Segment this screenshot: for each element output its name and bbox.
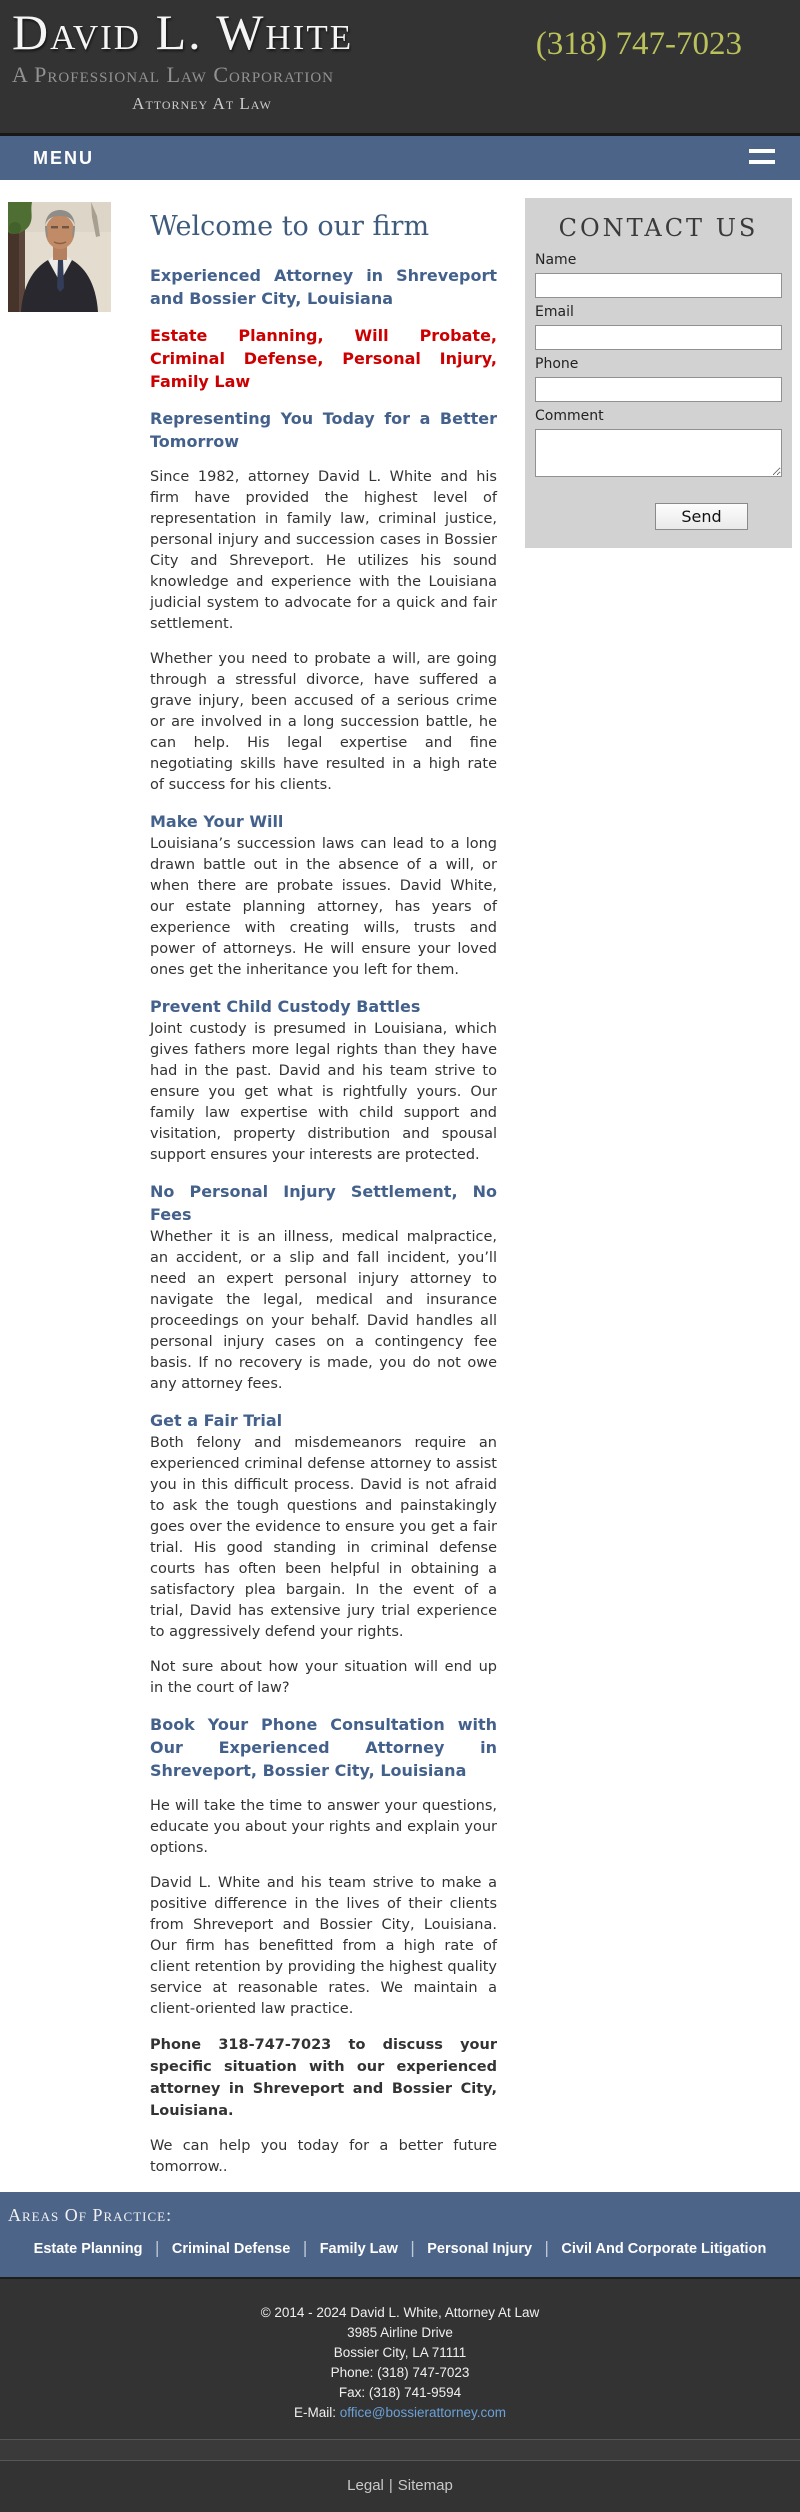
section-heading: Make Your Will <box>150 812 284 831</box>
practice-link-criminal-defense[interactable]: Criminal Defense <box>171 2241 291 2257</box>
section-heading: Get a Fair Trial <box>150 1411 283 1430</box>
section-heading: Representing You Today for a Better Tomorrow <box>150 409 497 451</box>
paragraph: Louisiana’s succession laws can lead to a long drawn battle out in the absence of a will, or when there are probate issues. David White, our estate planning attorney, has years of experience with creating wills, trusts and power of attorneys. He will ensure your loved ones get the inheritance you left for them. <box>150 836 497 978</box>
paragraph: David L. White and his team strive to make a positive difference in the lives of their clients from Shreveport and Bossier City, Louisiana. Our firm has benefitted from a high rate of client retention by providing the highest quality service at reasonable rates. We maintain a client-oriented law practice. <box>150 1875 497 2017</box>
paragraph: Joint custody is presumed in Louisiana, which gives fathers more legal rights than they have had in the past. David and his team strive to ensure you get what is rightfully yours. Our family law expertise with child support and visitation, property distribution and spousal support ensures your interests are protected. <box>150 1021 497 1163</box>
phone-label: Phone <box>535 356 579 372</box>
comment-label: Comment <box>535 408 604 424</box>
paragraph: We can help you today for a better future tomorrow.. <box>150 2138 497 2175</box>
name-field[interactable] <box>535 273 782 298</box>
contact-us-panel <box>525 198 792 548</box>
footer-phone-line: Phone: (318) 747-7023 <box>330 2365 470 2380</box>
menu-bar <box>0 133 800 180</box>
paragraph: Whether it is an illness, medical malpractice, an accident, or a slip and fall incident, you’ll need an expert personal injury attorney to navigate the legal, medical and insurance proceedings on your behalf. David handles all personal injury cases on a contingency fee basis. If no recovery is made, you do not owe any attorney fees. <box>150 1229 497 1392</box>
phone-field[interactable] <box>535 377 782 402</box>
paragraph: Whether you need to probate a will, are going through a stressful divorce, have suffered a grave injury, been accused of a serious crime or are involved in a long succession battle, he can help. His legal expertise and fine negotiating skills have resulted in a high rate of success for his clients. <box>150 651 497 793</box>
section-heading: Experienced Attorney in Shreveport and Bossier City, Louisiana <box>150 266 497 308</box>
article <box>150 180 497 2178</box>
attorney-photo <box>8 202 111 312</box>
footer-fax-line: Fax: (318) 741-9594 <box>338 2385 462 2400</box>
contact-form <box>535 252 782 481</box>
practice-link-personal-injury[interactable]: Personal Injury <box>427 2241 533 2257</box>
hamburger-icon[interactable] <box>749 149 775 171</box>
menu-button[interactable]: MENU <box>33 148 94 168</box>
contact-title: CONTACT US <box>558 214 759 242</box>
email-label: Email <box>535 304 574 320</box>
site-header <box>0 0 800 133</box>
site-subtitle: A Professional Law Corporation <box>12 62 335 87</box>
paragraph: He will take the time to answer your questions, educate you about your rights and explain your options. <box>150 1798 497 1856</box>
section-heading: No Personal Injury Settlement, No Fees <box>150 1182 497 1224</box>
separator: | <box>388 2477 393 2494</box>
practice-link-civil-and-corporate-litigation[interactable]: Civil And Corporate Litigation <box>561 2241 767 2257</box>
legal-row <box>0 2461 800 2494</box>
send-row <box>535 481 782 530</box>
paragraph: Both felony and misdemeanors require an experienced criminal defense attorney to assist you in this difficult process. David is not afraid to ask the tough questions and painstakingly goes over the evidence to ensure you get a fair trial. His good standing in criminal defense courts has often been helpful in obtaining a satisfactory plea bargain. In the event of a trial, David has extensive jury trial experience to aggressively defend your rights. <box>150 1435 497 1640</box>
practice-link-family-law[interactable]: Family Law <box>319 2241 398 2257</box>
areas-of-practice-title: Areas Of Practice: <box>8 2205 173 2225</box>
welcome-heading: Welcome to our firm <box>150 211 430 242</box>
practice-links <box>0 2238 800 2257</box>
name-label: Name <box>535 252 577 268</box>
sitemap-link[interactable]: Sitemap <box>397 2477 453 2494</box>
separator: | <box>302 2238 308 2257</box>
paragraph: Since 1982, attorney David L. White and his firm have provided the highest level of representation in family law, criminal justice, personal injury and succession cases in Bossier City and Shreveport. He utilizes his sound knowledge and experience with the Louisiana judicial system to advocate for a quick and fair settlement. <box>150 469 497 632</box>
footer-email-line <box>0 2403 800 2423</box>
footer-address-block <box>0 2303 800 2423</box>
section-heading: Prevent Child Custody Battles <box>150 997 421 1016</box>
main-area <box>0 180 800 2178</box>
address-line-2: Bossier City, LA 71111 <box>333 2345 467 2360</box>
email-link[interactable]: office@bossierattorney.com <box>339 2405 507 2420</box>
email-field[interactable] <box>535 325 782 350</box>
address-line-1: 3985 Airline Drive <box>347 2325 453 2340</box>
areas-of-practice-bar <box>0 2192 800 2277</box>
site-tagline: Attorney At Law <box>132 94 272 113</box>
section-heading: Book Your Phone Consultation with Our Experienced Attorney in Shreveport, Bossier City, Louisiana <box>150 1715 497 1780</box>
send-button[interactable]: Send <box>655 503 748 530</box>
practice-link-estate-planning[interactable]: Estate Planning <box>33 2241 143 2257</box>
separator: | <box>544 2238 550 2257</box>
paragraph: Not sure about how your situation will end up in the court of law? <box>150 1659 497 1696</box>
separator: | <box>154 2238 160 2257</box>
header-phone-link[interactable]: (318) 747-7023 <box>535 26 742 62</box>
comment-field[interactable] <box>535 429 782 477</box>
site-title: David L. White <box>12 4 354 60</box>
separator: | <box>409 2238 416 2257</box>
legal-link[interactable]: Legal <box>347 2477 384 2494</box>
site-footer <box>0 2277 800 2512</box>
copyright-line: © 2014 - 2024 David L. White, Attorney At Law <box>260 2305 540 2320</box>
email-label: E-Mail: <box>293 2405 340 2420</box>
practice-areas-heading: Estate Planning, Will Probate, Criminal Defense, Personal Injury, Family Law <box>150 326 497 391</box>
phone-cta-paragraph: Phone 318-747-7023 to discuss your specific situation with our experienced attorney in Shreveport and Bossier City, Louisiana. <box>150 2037 497 2119</box>
footer-divider <box>0 2439 800 2461</box>
